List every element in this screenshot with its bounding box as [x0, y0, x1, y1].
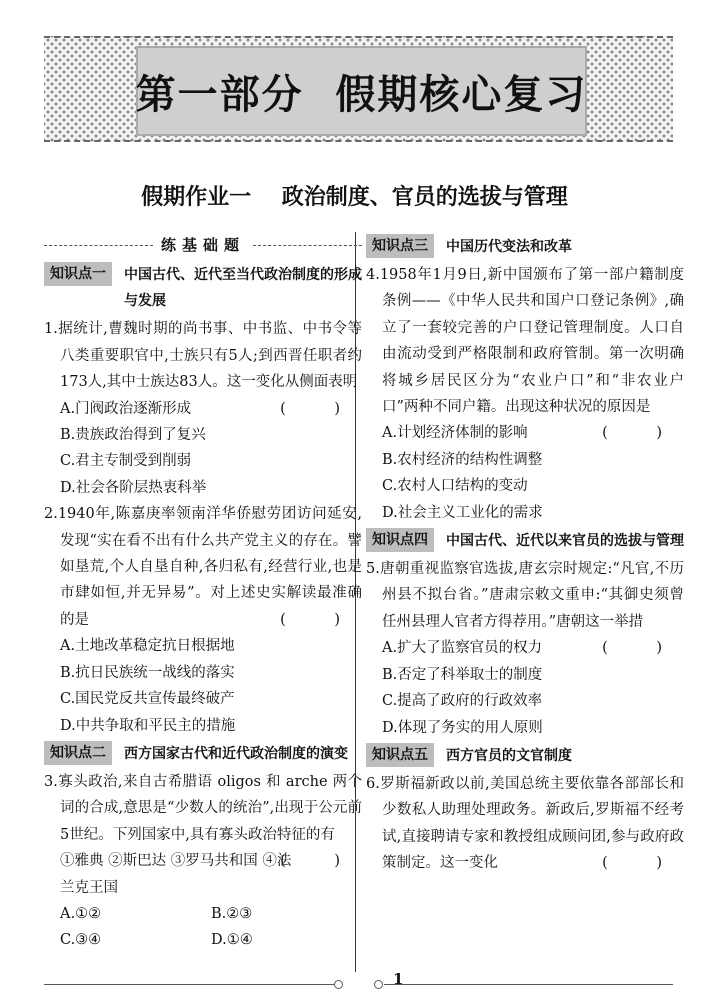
option-a: A.门阀政治逐渐形成 [60, 400, 192, 417]
banner-title: 第一部分 假期核心复习 [135, 71, 588, 118]
option-d: D.中共争取和平民主的措施 [60, 717, 236, 734]
section-label: 练基础题 [161, 236, 246, 254]
option-a: A.计划经济体制的影响 [382, 425, 528, 442]
answer-paren: ( ) [280, 400, 362, 417]
question-4 [366, 262, 684, 526]
option-row [44, 927, 362, 953]
question-5 [366, 556, 684, 741]
option-b: B.农村经济的结构性调整 [382, 451, 543, 468]
kp-tag: 知识点四 [366, 528, 434, 552]
option-c: C.③④ [60, 932, 102, 949]
kp-tag: 知识点二 [44, 741, 112, 765]
kp-tag: 知识点五 [366, 743, 434, 767]
question-2 [44, 501, 362, 739]
answer-paren: ( ) [602, 425, 684, 442]
knowledge-point-1 [44, 262, 362, 314]
answer-paren: ( ) [602, 640, 684, 657]
knowledge-point-2 [44, 741, 362, 767]
option-d: D.体现了务实的用人原则 [382, 719, 543, 736]
question-stem: 3.寡头政治,来自古希腊语 oligos 和 arche 两个词的合成,意思是“少数人的统治”,出现于公元前5世纪。下列国家中,具有寡头政治特征的有 [44, 773, 362, 843]
page-number: 1 [393, 970, 404, 988]
footer-rule-left [44, 984, 334, 985]
answer-paren: ( ) [280, 853, 362, 870]
homework-title: 假期作业一 政治制度、官员的选拔与管理 [141, 184, 568, 210]
option-b: B.否定了科举取士的制度 [382, 666, 543, 683]
knowledge-point-4 [366, 528, 684, 554]
answer-paren: ( ) [602, 855, 684, 872]
question-stem: 2.1940年,陈嘉庚率领南洋华侨慰劳团访问延安,发现“实在看不出有什么共产党主义的存在。譬如垦荒,个人自垦自种,各归私有,经营行业,也是市肆如恒,并无异易”。对上述史实解读最准确的是 [44, 506, 362, 628]
footer-dot-left [334, 980, 343, 989]
knowledge-point-3 [366, 234, 684, 260]
option-d: D.①④ [211, 932, 253, 949]
question-3 [44, 769, 362, 954]
kp-tag: 知识点一 [44, 262, 112, 286]
right-column [366, 232, 684, 877]
option-c: C.国民党反共宣传最终破产 [60, 691, 235, 708]
kp-title: 西方官员的文官制度 [446, 747, 572, 764]
page-footer [44, 970, 673, 990]
option-b: B.贵族政治得到了复兴 [60, 427, 206, 444]
question-stem: 6.罗斯福新政以前,美国总统主要依靠各部部长和少数私人助理处理政务。新政后,罗斯福不经考试,直接聘请专家和教授组成顾问团,参与政府政策制定。这一变化 [366, 775, 684, 872]
option-b: B.抗日民族统一战线的落实 [60, 664, 235, 681]
option-c: C.君主专制受到削弱 [60, 453, 192, 470]
option-d: D.社会各阶层热衷科举 [60, 479, 207, 496]
left-column [44, 232, 362, 954]
banner-box [136, 46, 587, 136]
question-stem: 4.1958年1月9日,新中国颁布了第一部户籍制度条例——《中华人民共和国户口登记条例》,确立了一套较完善的户口登记管理制度。人口自由流动受到严格限制和政府管制。第一次明确将城乡居民区分为“农业户口”和“非农业户口”两种不同户籍。出现这种状况的原因是 [366, 267, 684, 416]
question-stem: 1.据统计,曹魏时期的尚书事、中书监、中书令等八类重要职官中,士族只有5人;到西晋任职者约173人,其中士族达83人。这一变化从侧面表明 [44, 321, 362, 391]
option-c: C.提高了政府的行政效率 [382, 693, 543, 710]
kp-title: 中国历代变法和改革 [446, 239, 572, 255]
heading-rule-left [44, 245, 153, 246]
question-1 [44, 316, 362, 501]
option-d: D.社会主义工业化的需求 [382, 504, 543, 521]
option-b: B.②③ [211, 905, 253, 922]
kp-tag: 知识点三 [366, 234, 434, 258]
option-a: A.扩大了监察官员的权力 [382, 640, 543, 657]
footer-dot-right [374, 980, 383, 989]
kp-title: 西方国家古代和近代政治制度的演变 [124, 745, 348, 762]
title-banner [44, 36, 673, 142]
kp-title: 中国古代、近代以来官员的选拔与管理 [446, 533, 684, 550]
question-stem: 5.唐朝重视监察官选拔,唐玄宗时规定:“凡官,不历州县不拟台省。”唐肃宗敕文重申:“其御史须曾任州县理人官者方得荐用。”唐朝这一举措 [366, 561, 684, 630]
heading-rule-right [253, 245, 362, 246]
footer-rule-right [384, 984, 673, 985]
knowledge-point-5 [366, 743, 684, 769]
section-heading [44, 232, 362, 258]
question-items: ①雅典 ②斯巴达 ③罗马共和国 ④法兰克王国 [60, 853, 292, 896]
question-6 [366, 771, 684, 877]
option-row [44, 901, 362, 927]
option-c: C.农村人口结构的变动 [382, 478, 528, 495]
kp-title: 中国古代、近代至当代政治制度的形成与发展 [124, 267, 362, 310]
option-a: A.土地改革稳定抗日根据地 [60, 638, 235, 655]
option-a: A.①② [60, 905, 102, 922]
answer-paren: ( ) [280, 611, 362, 628]
